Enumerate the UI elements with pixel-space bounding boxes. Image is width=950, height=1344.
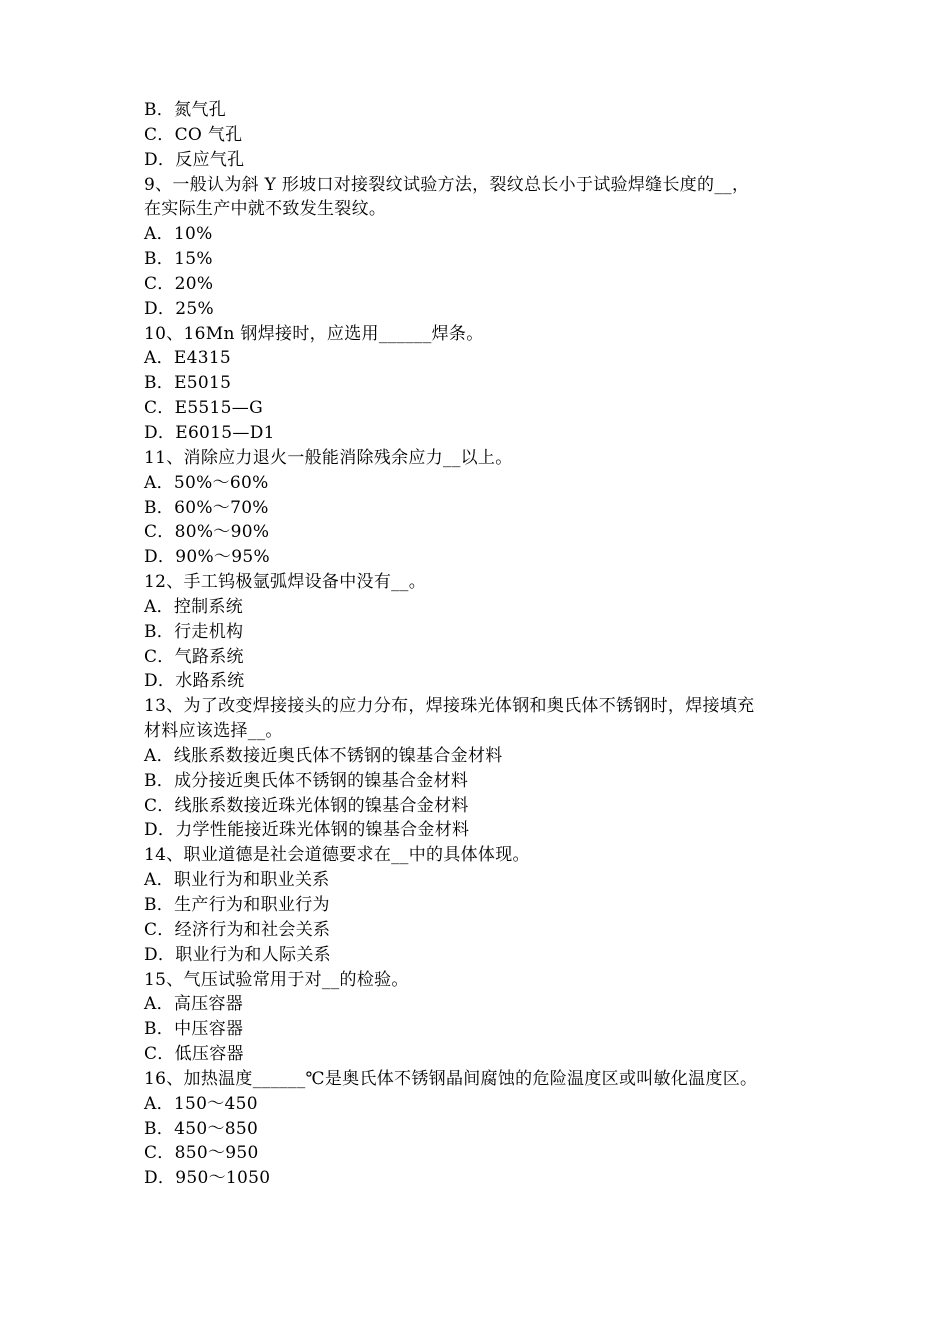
q15-option-a: A．高压容器 [144, 994, 244, 1015]
q10-option-c: C．E5515—G [144, 398, 263, 419]
q11-option-c: C．80%～90% [144, 522, 270, 543]
document-page [144, 98, 809, 1191]
q16-option-c: C．850～950 [144, 1143, 259, 1164]
q14-option-d: D．职业行为和人际关系 [144, 944, 331, 965]
q11-option-d: D．90%～95% [144, 547, 270, 568]
question-15: 15、气压试验常用于对__的检验。 [144, 969, 409, 990]
question-12: 12、手工钨极氩弧焊设备中没有__。 [144, 572, 427, 593]
question-11: 11、消除应力退火一般能消除残余应力__以上。 [144, 447, 513, 468]
q14-option-c: C．经济行为和社会关系 [144, 919, 331, 940]
option-b-nitrogen-pores: B．氮气孔 [144, 100, 226, 120]
question-9-line-1: 9、一般认为斜 Y 形坡口对接裂纹试验方法，裂纹总长小于试验焊缝长度的__， [144, 174, 750, 195]
q11-option-a: A．50%～60% [144, 472, 269, 493]
q12-option-a: A．控制系统 [144, 596, 244, 617]
q12-option-b: B．行走机构 [144, 621, 244, 642]
q11-option-b: B．60%～70% [144, 497, 269, 518]
q16-option-d: D．950～1050 [144, 1168, 271, 1189]
option-d-reaction-pores: D．反应气孔 [144, 149, 245, 170]
q13-option-b: B．成分接近奥氏体不锈钢的镍基合金材料 [144, 770, 469, 791]
q9-option-b: B．15% [144, 249, 213, 270]
question-10: 10、16Mn 钢焊接时，应选用______焊条。 [144, 323, 484, 344]
option-c-co-pores: C．CO 气孔 [144, 124, 243, 145]
q9-option-c: C．20% [144, 273, 214, 294]
question-9-line-2: 在实际生产中就不致发生裂纹。 [144, 199, 387, 220]
question-16: 16、加热温度______℃是奥氏体不锈钢晶间腐蚀的危险温度区或叫敏化温度区。 [144, 1068, 758, 1089]
q15-option-c: C．低压容器 [144, 1044, 244, 1065]
q10-option-d: D．E6015—D1 [144, 422, 275, 443]
q14-option-a: A．职业行为和职业关系 [144, 870, 330, 891]
q16-option-a: A．150～450 [144, 1093, 258, 1114]
question-13-line-1: 13、为了改变焊接接头的应力分布，焊接珠光体钢和奥氏体不锈钢时，焊接填充 [144, 696, 755, 717]
q10-option-a: A．E4315 [144, 348, 232, 369]
q14-option-b: B．生产行为和职业行为 [144, 895, 330, 915]
q13-option-a: A．线胀系数接近奥氏体不锈钢的镍基合金材料 [144, 745, 503, 766]
question-14: 14、职业道德是社会道德要求在__中的具体体现。 [144, 845, 530, 866]
q12-option-d: D．水路系统 [144, 671, 245, 692]
q13-option-d: D．力学性能接近珠光体钢的镍基合金材料 [144, 820, 470, 841]
q16-option-b: B．450～850 [144, 1118, 259, 1139]
q9-option-a: A．10% [144, 224, 213, 245]
question-13-line-2: 材料应该选择__。 [144, 721, 283, 742]
q12-option-c: C．气路系统 [144, 646, 244, 667]
q9-option-d: D．25% [144, 298, 214, 319]
q15-option-b: B．中压容器 [144, 1019, 244, 1040]
q13-option-c: C．线胀系数接近珠光体钢的镍基合金材料 [144, 795, 469, 816]
q10-option-b: B．E5015 [144, 373, 232, 394]
